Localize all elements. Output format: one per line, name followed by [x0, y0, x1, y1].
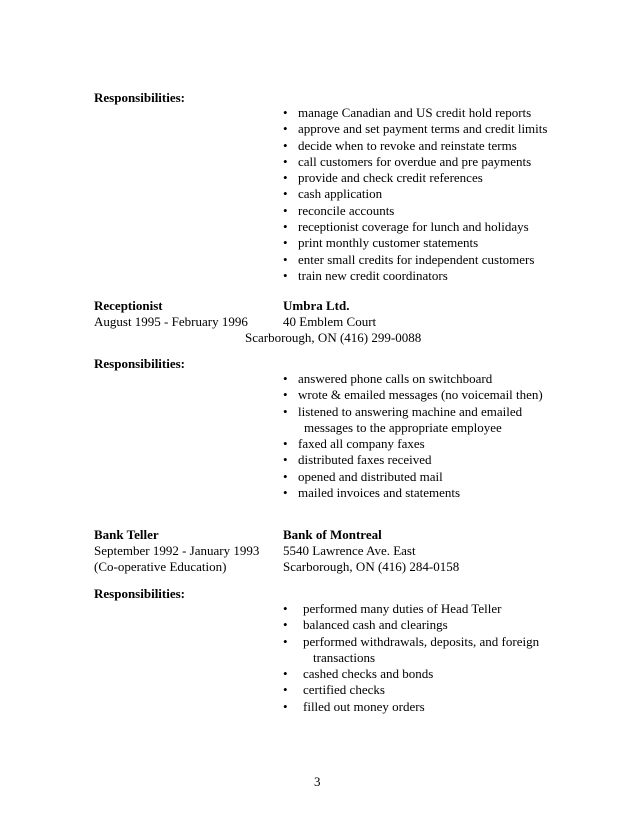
responsibility-list-2 — [283, 371, 543, 501]
employer-address-umbra: 40 Emblem Court — [283, 314, 377, 329]
bullet-icon: • — [283, 137, 288, 153]
bullet-icon: • — [283, 121, 288, 137]
bullet-icon: • — [283, 682, 288, 698]
list-item: • answered phone calls on switchboard — [283, 371, 493, 386]
responsibility-list-3 — [283, 601, 539, 715]
bullet-icon: • — [283, 666, 288, 682]
bullet-icon: • — [283, 452, 288, 468]
list-item: • filled out money orders — [283, 698, 425, 714]
list-item: • cashed checks and bonds — [283, 666, 434, 682]
bullet-icon: • — [283, 371, 288, 386]
list-item: • manage Canadian and US credit hold reports — [283, 105, 532, 120]
bullet-icon: • — [283, 436, 288, 452]
bullet-icon: • — [283, 202, 288, 218]
list-item-continuation: messages to the appropriate employee — [304, 419, 502, 435]
job-title-receptionist: Receptionist — [94, 298, 163, 313]
page-number: 3 — [314, 774, 321, 789]
list-item: • enter small credits for independent customers — [283, 251, 535, 267]
bullet-icon: • — [283, 698, 288, 714]
list-item: • print monthly customer statements — [283, 235, 479, 251]
job-note-coop: (Co-operative Education) — [94, 559, 227, 574]
responsibilities-heading-2: Responsibilities: — [94, 356, 186, 371]
job-dates-bank-teller: September 1992 - January 1993 — [94, 543, 260, 558]
list-item: • call customers for overdue and pre payments — [283, 153, 532, 169]
bullet-icon: • — [283, 105, 288, 120]
bullet-icon: • — [283, 235, 288, 251]
list-item: • performed many duties of Head Teller — [283, 601, 502, 616]
list-item: • reconcile accounts — [283, 202, 395, 218]
bullet-icon: • — [283, 601, 288, 616]
list-item-continuation: transactions — [313, 649, 376, 665]
bullet-icon: • — [283, 403, 288, 419]
bullet-icon: • — [283, 387, 288, 403]
list-item: • provide and check credit references — [283, 170, 483, 186]
list-item: • wrote & emailed messages (no voicemail then) — [283, 387, 543, 403]
list-item: • opened and distributed mail — [283, 468, 443, 484]
bullet-icon: • — [283, 633, 288, 649]
bullet-icon: • — [283, 468, 288, 484]
list-item: • approve and set payment terms and credit limits — [283, 121, 548, 137]
responsibilities-heading-3: Responsibilities: — [94, 586, 186, 601]
bullet-icon: • — [283, 267, 288, 283]
list-item: • distributed faxes received — [283, 452, 432, 468]
bullet-icon: • — [283, 219, 288, 235]
list-item: • cash application — [283, 186, 383, 202]
job-title-bank-teller: Bank Teller — [94, 527, 159, 542]
employer-city-phone-bmo: Scarborough, ON (416) 284-0158 — [283, 559, 460, 574]
list-item: • train new credit coordinators — [283, 267, 448, 283]
employer-city-phone-umbra: Scarborough, ON (416) 299-0088 — [245, 330, 422, 345]
bullet-icon: • — [283, 170, 288, 186]
employer-bank-of-montreal: Bank of Montreal — [283, 527, 382, 542]
list-item: • balanced cash and clearings — [283, 617, 448, 633]
list-item: • receptionist coverage for lunch and holidays — [283, 219, 529, 235]
bullet-icon: • — [283, 153, 288, 169]
responsibility-list-1 — [283, 105, 547, 284]
list-item: • listened to answering machine and emailed messages to the appropriate employee — [283, 404, 543, 437]
employer-umbra: Umbra Ltd. — [283, 298, 350, 313]
list-item: • decide when to revoke and reinstate terms — [283, 137, 517, 153]
bullet-icon: • — [283, 485, 288, 501]
employer-address-bmo: 5540 Lawrence Ave. East — [283, 543, 416, 558]
bullet-icon: • — [283, 251, 288, 267]
responsibilities-heading-1: Responsibilities: — [94, 90, 186, 105]
bullet-icon: • — [283, 617, 288, 633]
list-item: • performed withdrawals, deposits, and foreign transactions — [283, 633, 540, 665]
bullet-icon: • — [283, 186, 288, 202]
job-dates-receptionist: August 1995 - February 1996 — [94, 314, 248, 329]
list-item: • mailed invoices and statements — [283, 485, 461, 501]
list-item: • certified checks — [283, 682, 385, 698]
list-item: • faxed all company faxes — [283, 436, 425, 452]
